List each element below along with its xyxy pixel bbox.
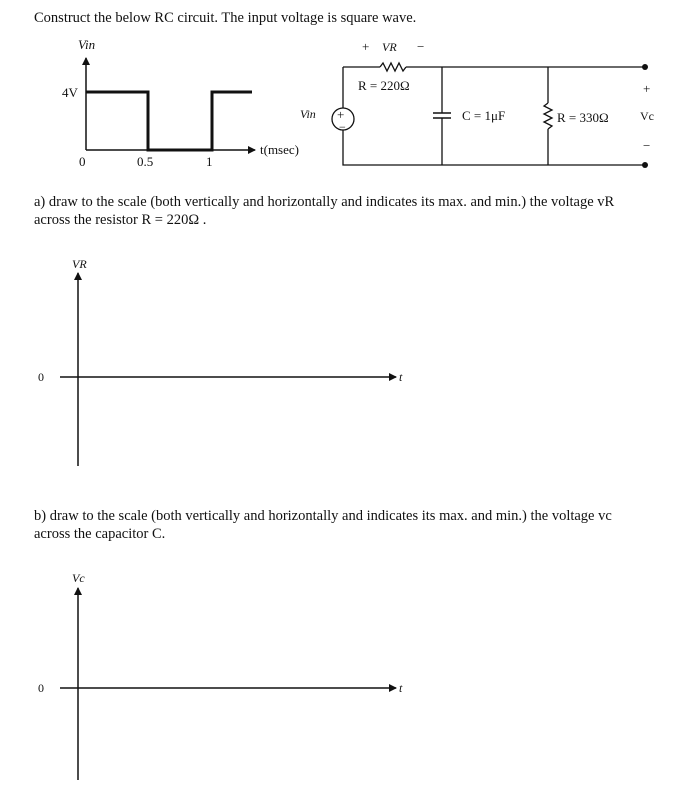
waveform-tick-0: 0 xyxy=(79,154,86,169)
resistor-330-label: R = 330Ω xyxy=(557,110,609,125)
vr-plus: + xyxy=(362,39,370,54)
intro-text: Construct the below RC circuit. The input voltage is square wave. xyxy=(34,10,417,26)
vc-plus: + xyxy=(643,81,651,96)
vc-y-label: Vc xyxy=(72,571,85,585)
vr-minus: − xyxy=(417,39,425,54)
vr-zero-label: 0 xyxy=(38,370,44,384)
source-plus: + xyxy=(337,107,345,122)
vc-minus: − xyxy=(643,138,651,153)
source-label: Vin xyxy=(300,107,316,121)
capacitor-label: C = 1μF xyxy=(462,108,506,123)
question-b-line1: b) draw to the scale (both vertically and horizontally and indicates its max. and min.) the voltage vc xyxy=(34,508,612,524)
question-a-line2: across the resistor R = 220Ω . xyxy=(34,212,207,228)
resistor-220-label: R = 220Ω xyxy=(358,78,410,93)
question-a-line1: a) draw to the scale (both vertically and horizontally and indicates its max. and min.) the voltage vR xyxy=(34,194,615,210)
waveform-x-label: t(msec) xyxy=(260,142,299,157)
vr-y-label: VR xyxy=(72,257,87,271)
vr-label: VR xyxy=(382,40,397,54)
vc-label: Vc xyxy=(640,109,654,123)
vc-t-label: t xyxy=(399,681,403,695)
waveform-amplitude-label: 4V xyxy=(62,85,78,100)
waveform-tick-0-5: 0.5 xyxy=(137,154,154,169)
waveform-y-label: Vin xyxy=(78,37,96,52)
source-minus: − xyxy=(339,120,346,134)
vr-t-label: t xyxy=(399,370,403,384)
question-b-line2: across the capacitor C. xyxy=(34,526,166,542)
waveform-tick-1: 1 xyxy=(206,154,213,169)
vc-zero-label: 0 xyxy=(38,681,44,695)
